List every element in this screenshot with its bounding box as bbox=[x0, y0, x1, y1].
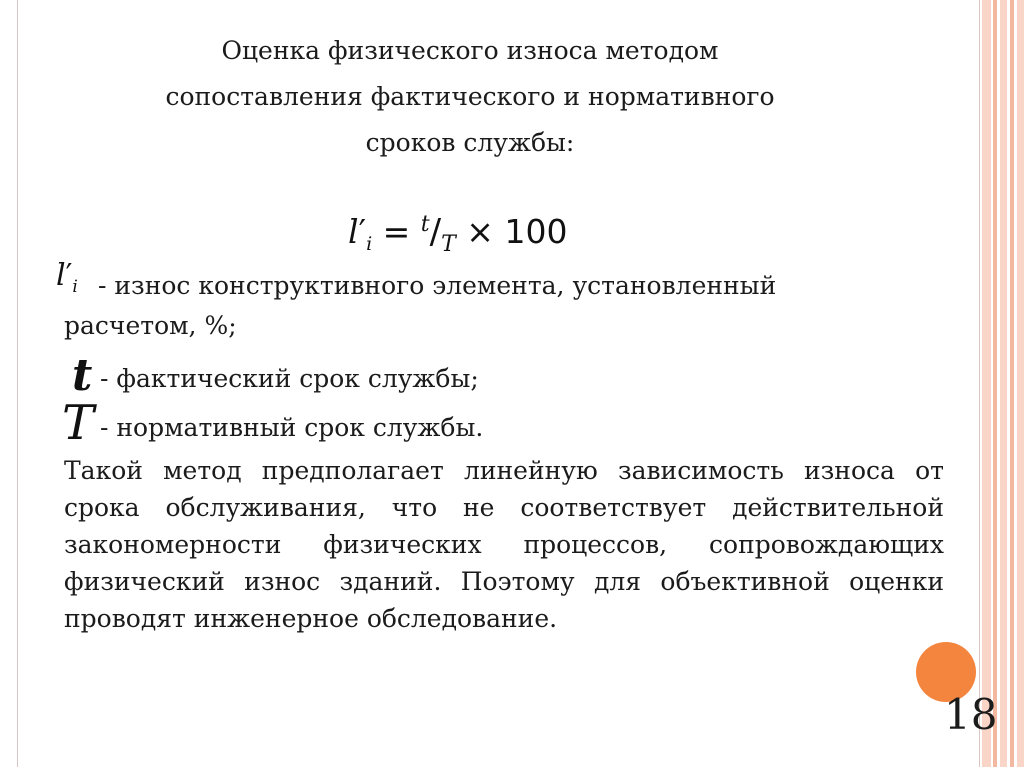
formula-subscript-i: i bbox=[366, 233, 373, 255]
title-line: сопоставления фактического и нормативного bbox=[165, 82, 775, 111]
slide-title bbox=[60, 28, 880, 166]
title-line: сроков службы: bbox=[365, 128, 575, 157]
definition-symbol-t: t bbox=[72, 350, 93, 401]
definition-text: - фактический срок службы; bbox=[100, 364, 479, 393]
decor-stripe bbox=[993, 0, 997, 767]
formula-equals: = bbox=[382, 212, 411, 251]
formula-prime: ′ bbox=[358, 212, 367, 251]
formula-symbol-l: l bbox=[348, 212, 359, 251]
definition-symbol-T: T bbox=[62, 395, 95, 451]
formula-times: × bbox=[466, 212, 494, 251]
formula-constant: 100 bbox=[504, 212, 568, 251]
decor-stripe bbox=[1000, 0, 1007, 767]
decor-stripe bbox=[1010, 0, 1014, 767]
definition-text: - нормативный срок службы. bbox=[100, 413, 484, 442]
formula-denominator: T bbox=[441, 232, 456, 257]
wear-formula bbox=[348, 212, 567, 255]
formula-numerator: t bbox=[420, 212, 430, 237]
page-number: 18 bbox=[944, 690, 998, 739]
decor-stripe bbox=[982, 0, 991, 767]
definition-text-continued: расчетом, %; bbox=[64, 311, 237, 340]
definition-symbol-li: $l'_i$ bbox=[56, 258, 78, 297]
definition-text: - износ конструктивного элемента, установленный bbox=[98, 271, 777, 300]
decor-stripe bbox=[1017, 0, 1024, 767]
explanation-paragraph: Такой метод предполагает линейную зависимость износа от срока обслуживания, что не соответствует действительной закономерности физических процессов, сопровождающих физический износ зданий. Поэтому для объективной оценки проводят инженерное обследование. bbox=[64, 456, 944, 633]
title-line: Оценка физического износа методом bbox=[221, 36, 719, 65]
formula-slash: / bbox=[429, 212, 442, 252]
